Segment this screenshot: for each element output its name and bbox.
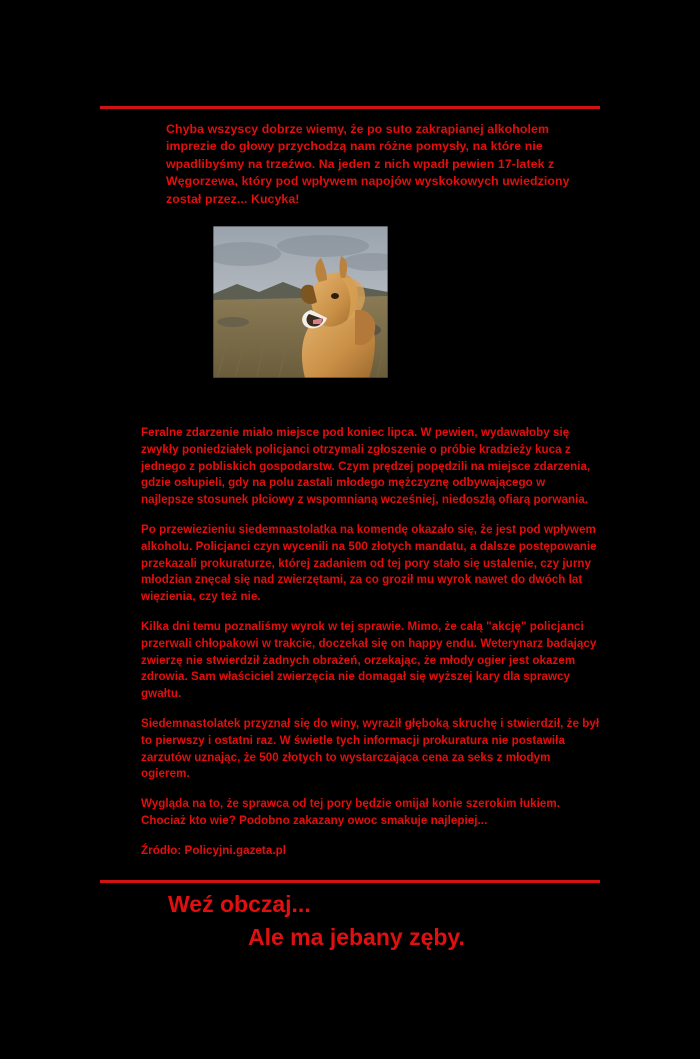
punchline-line-2: Ale ma jebany zęby.: [248, 924, 465, 951]
intro-paragraph: Chyba wszyscy dobrze wiemy, że po suto zakrapianej alkoholem imprezie do głowy przychodzą nam różne pomysły, na które nie wpadlibyśmy na trzeźwo. Na jeden z nich wpadł pewien 17-latek z Węgorzewa, który pod wpływem napojów wyskokowych uwiedziony został przez... Kucyka!: [166, 122, 570, 206]
pony-photo-illustration: [213, 226, 388, 378]
article-source: Źródło: Policyjni.gazeta.pl: [141, 843, 286, 857]
article-paragraph-4: Siedemnastolatek przyznał się do winy, wyraził głęboką skruchę i stwierdził, że był to pierwszy i ostatni raz. W świetle tych informacji prokuratura nie postawiła zarzutów uznając, że 500 złotych to wystarczająca cena za seks z młodym ogierem.: [141, 716, 600, 781]
article-paragraph-2: Po przewiezieniu siedemnastolatka na komendę okazało się, że jest pod wpływem alkoholu. Policjanci czyn wycenili na 500 złotych mandatu, a dalsze postępowanie przekazali prokuraturze, której zadaniem od tej pory stało się ustalenie, czy jurny młodzian znęcał się nad zwierzętami, za co groził mu wyrok nawet do dwóch lat więzienia, czy też nie.: [141, 522, 597, 604]
divider-top: [100, 106, 600, 109]
article-paragraph-5: Wygląda na to, że sprawca od tej pory będzie omijał konie szerokim łukiem. Chociaż kto wie? Podobno zakazany owoc smakuje najlepiej...: [141, 797, 561, 827]
punchline-line-1: Weź obczaj...: [168, 891, 311, 917]
punchline: [0, 888, 700, 955]
article-paragraph-3: Kilka dni temu poznaliśmy wyrok w tej sprawie. Mimo, że całą "akcję" policjanci przerwali chłopakowi w trakcie, doczekał się on happy endu. Weterynarz badający zwierzę nie stwierdził żadnych obrażeń, orzekając, że młody ogier jest okazem zdrowia. Sam właściciel zwierzęcia nie domagał się wyższej kary dla sprawcy gwałtu.: [141, 619, 597, 701]
article-body: [141, 425, 601, 873]
divider-bottom: [100, 880, 600, 883]
article-paragraph-1: Feralne zdarzenie miało miejsce pod koniec lipca. W pewien, wydawałoby się zwykły poniedziałek policjanci otrzymali zgłoszenie o próbie kradzieży kuca z jednego z pobliskich gospodarstw. Czym prędzej popędzili na miejsce zdarzenia, gdzie osłupieli, gdy na polu zastali młodego mężczyznę odbywającego w najlepsze stosunek płciowy z wspomnianą wcześniej, niedoszłą ofiarą porwania.: [141, 426, 591, 507]
pony-photo: [213, 226, 388, 378]
